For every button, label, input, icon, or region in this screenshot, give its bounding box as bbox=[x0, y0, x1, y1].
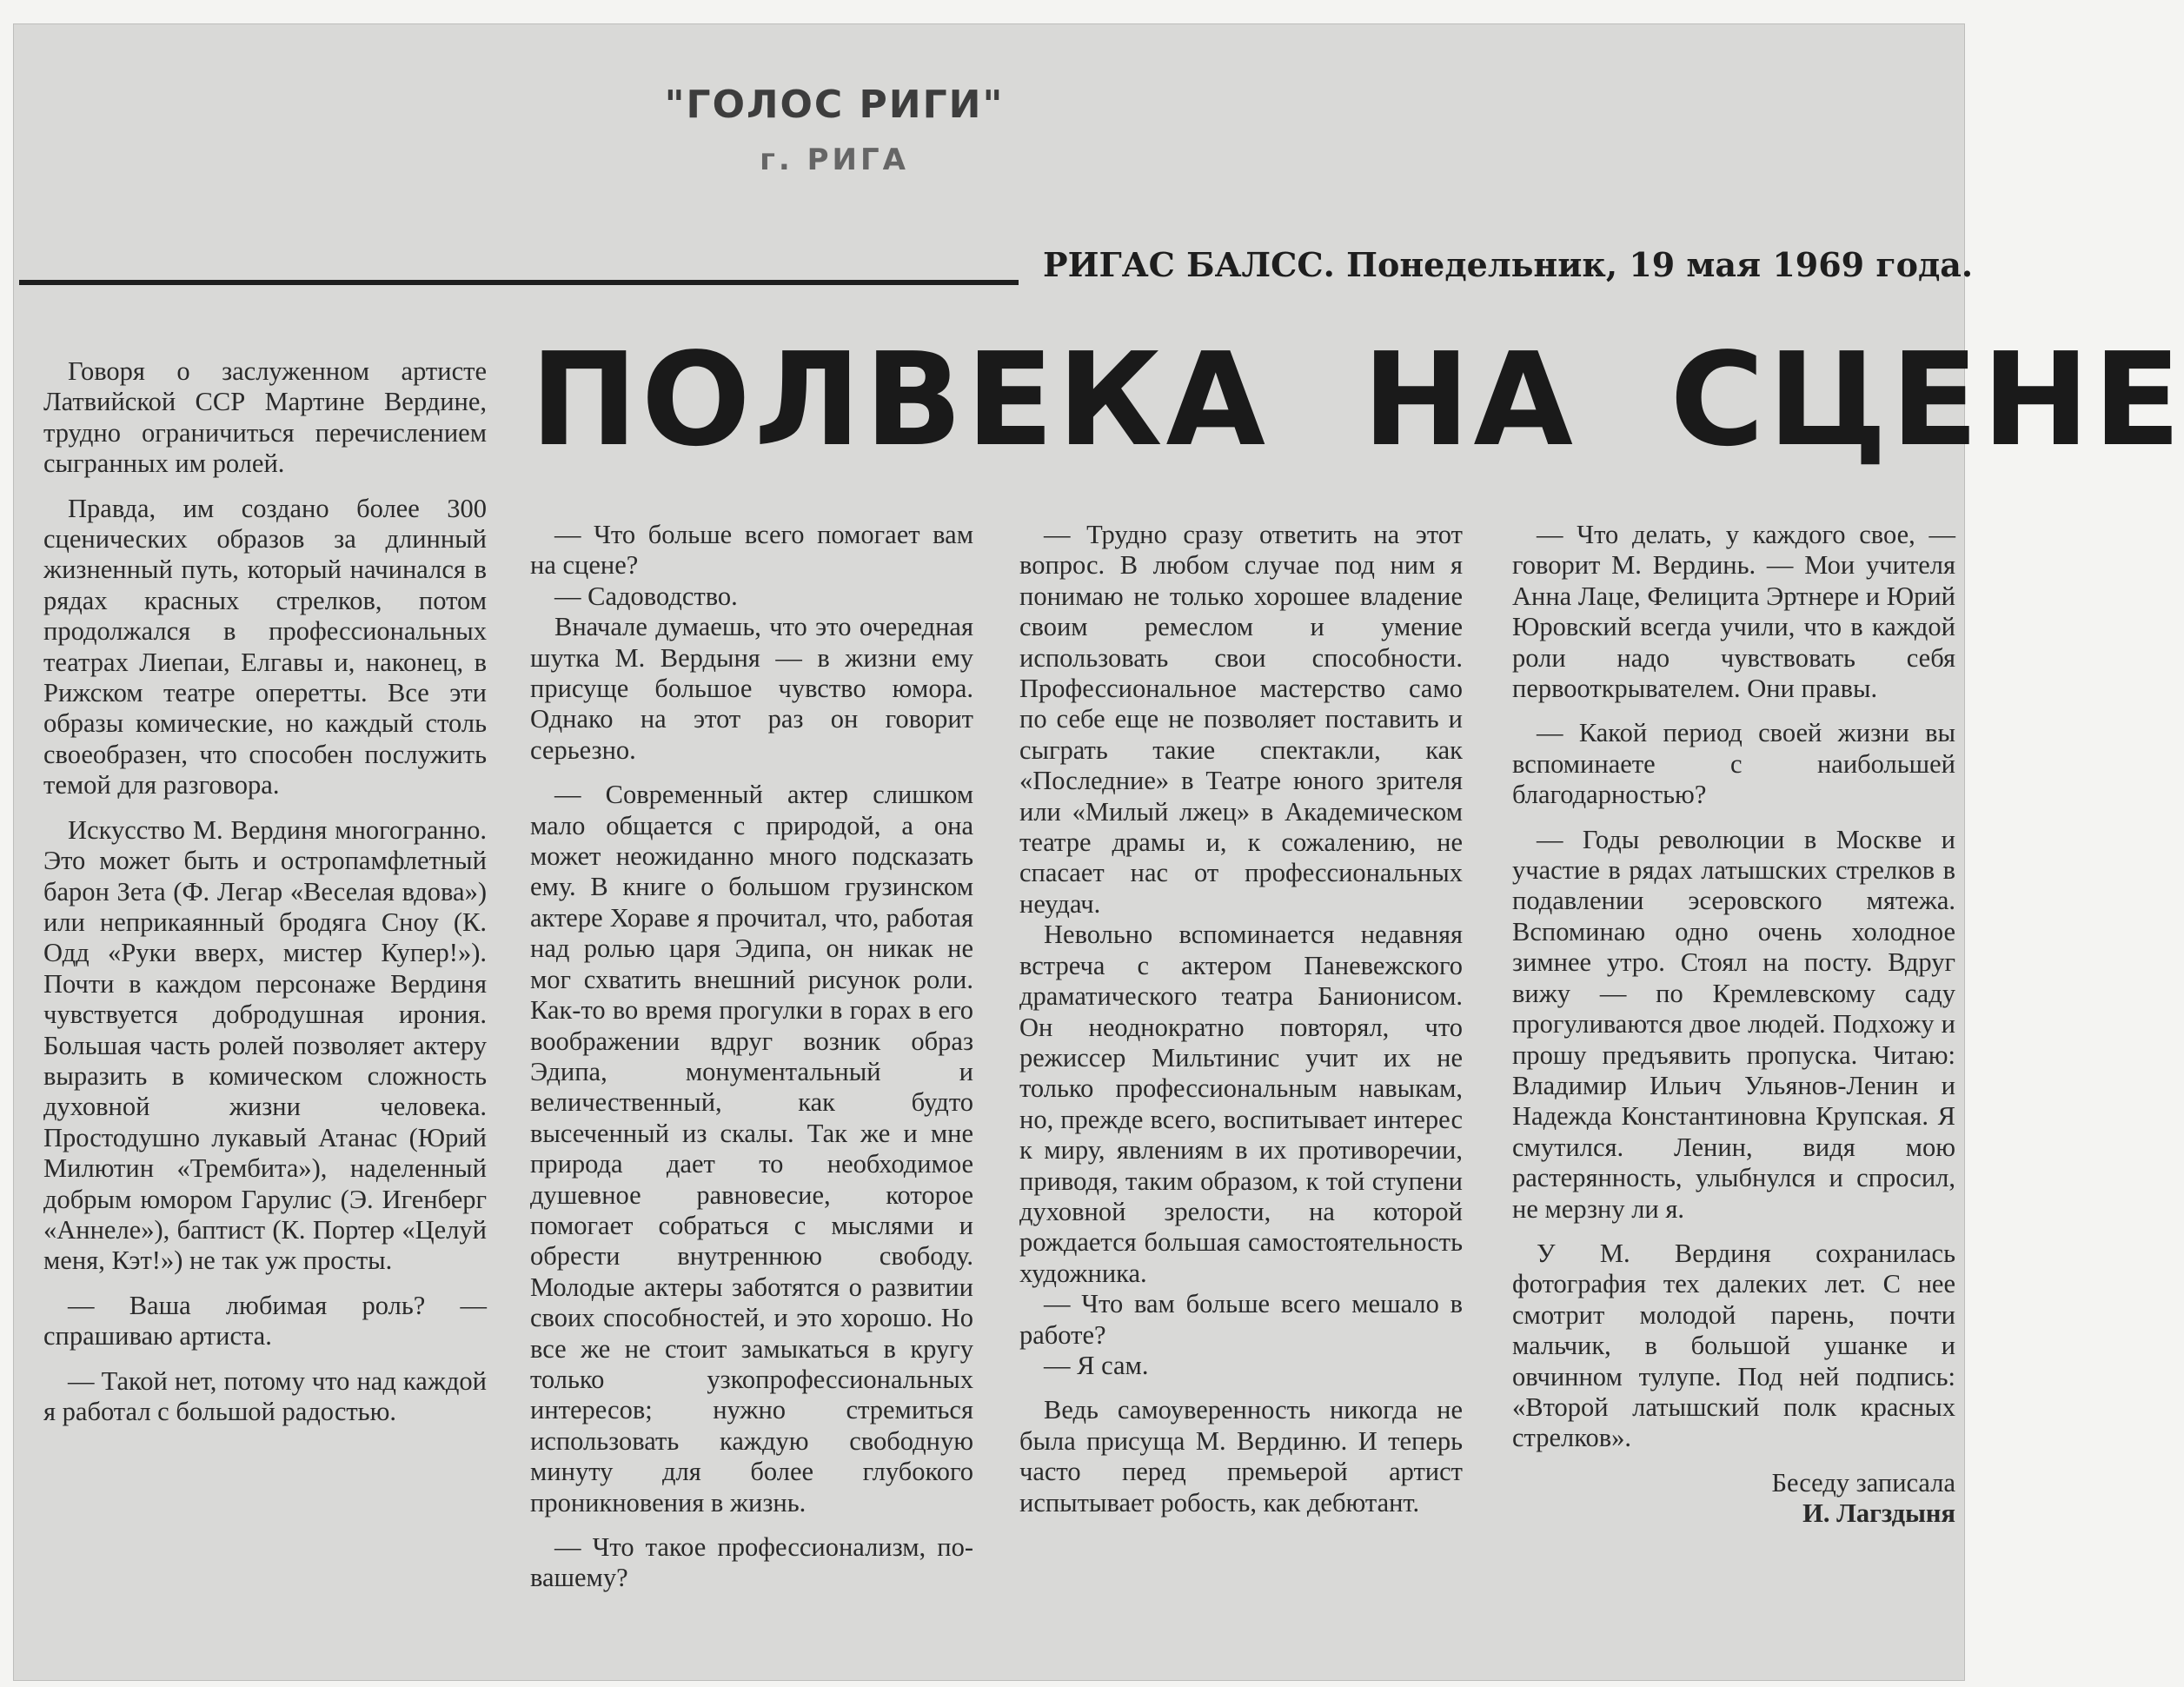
paragraph: — Я сам. bbox=[1044, 1350, 1149, 1380]
paragraph: — Что делать, у каждого свое, — говорит М. Вердинь. — Мои учителя Анна Лаце, Фелицита Эртнере и Юрий Юровский всегда учили, что в каждой роли надо чувствовать себя первооткрывателем. Они правы. bbox=[1512, 520, 1955, 704]
paragraph: — Что вам больше всего мешало в работе? bbox=[1019, 1289, 1463, 1350]
headline: ПОЛВЕКА НА СЦЕНЕ bbox=[530, 325, 2184, 475]
paragraph: — Какой период своей жизни вы вспоминаете с наибольшей благодарностью? bbox=[1512, 718, 1955, 810]
article-column-2 bbox=[530, 520, 973, 1608]
paragraph: Искусство М. Вердиня многогранно. Это может быть и остропамфлетный барон Зета (Ф. Легар «Веселая вдова») или неприкаянный бродяга Сноу (К. Одд «Руки вверх, мистер Купер!»). Почти в каждом персонаже Вердиня чувствуется добродушная ирония. Большая часть ролей позволяет актеру выразить в комическом сложность духовной жизни человека. Простодушно лукавый Атанас (Юрий Милютин «Трембита»), наделенный добрым юмором Гарулис (Э. Игенберг «Аннеле»), баптист (К. Портер «Целуй меня, Кэт!») не так уж просты. bbox=[43, 814, 487, 1276]
paragraph: — Садоводство. bbox=[554, 581, 738, 611]
byline-author: И. Лагздыня bbox=[1802, 1498, 1955, 1529]
paragraph: — Современный актер слишком мало общается с природой, а она может неожиданно много подсказать ему. В книге о большом грузинском актере Хораве я прочитал, что, работая над ролью царя Эдипа, он никак не мог схватить внешний рисунок роли. Как-то во время прогулки в горах в его воображении вдруг возник образ Эдипа, монументальный и величественный, как будто высеченный из скалы. Так же и мне природа дает то необходимое душевное равновесие, которое помогает собраться с мыслями и обрести внутреннюю свободу. Молодые актеры заботятся о развитии своих способностей, и это хорошо. Но все же не стоит замыкаться в кругу только узкопрофессиональных интересов; нужно стремиться использовать каждую свободную минуту для более глубокого проникновения в жизнь. bbox=[530, 780, 973, 1518]
paragraph: Правда, им создано более 300 сценических образов за длинный жизненный путь, который начинался в рядах красных стрелков, потом продолжался в профессиональных театрах Лиепаи, Елгавы и, наконец, в Рижском театре оперетты. Все эти образы комические, но каждый столь своеобразен, что способен послужить темой для разговора. bbox=[43, 493, 487, 800]
dateline: РИГАС БАЛСС. Понедельник, 19 мая 1969 года. bbox=[1043, 245, 1974, 284]
paragraph: Вначале думаешь, что это очередная шутка М. Вердыня — в жизни ему присуще большое чувство юмора. Однако на этот раз он говорит серьезно. bbox=[530, 612, 973, 765]
article-column-1 bbox=[43, 356, 487, 1441]
paragraph: У М. Вердиня сохранилась фотография тех далеких лет. С нее смотрит молодой парень, почти мальчик, в большой ушанке и овчинном тулупе. Под ней подпись: «Второй латышский полк красных стрелков». bbox=[1512, 1238, 1955, 1453]
stamp-city: г. РИГА bbox=[760, 143, 909, 177]
publisher-stamp bbox=[652, 83, 1017, 177]
paragraph: Говоря о заслуженном артисте Латвийской ССР Мартине Вердине, трудно ограничиться перечислением сыгранных им ролей. bbox=[43, 356, 487, 479]
paragraph: — Что такое профессионализм, по-вашему? bbox=[530, 1532, 973, 1593]
header-rule bbox=[19, 280, 1019, 285]
byline bbox=[1512, 1468, 1955, 1530]
paragraph: — Такой нет, потому что над каждой я работал с большой радостью. bbox=[43, 1365, 487, 1426]
paragraph: — Трудно сразу ответить на этот вопрос. В любом случае под ним я понимаю не только хорошее владение своим ремеслом и умение использовать свои способности. Профессиональное мастерство само по себе еще не позволяет поставить и сыграть такие спектакли, как «Последние» в Театре юного зрителя или «Милый лжец» в Академическом театре драмы и, к сожалению, не спасает нас от профессиональных неудач. bbox=[1019, 520, 1463, 919]
article-column-4 bbox=[1512, 520, 1955, 1530]
paragraph: Невольно вспоминается недавняя встреча с актером Паневежского драматического театра Банионисом. Он неоднократно повторял, что режиссер Мильтинис учит их не только профессиональным навыкам, но, прежде всего, воспитывает интерес к миру, явлениям в их противоречии, приводя, таким образом, к той ступени духовной зрелости, на которой рождается большая самостоятельность художника. bbox=[1019, 920, 1463, 1288]
byline-label: Беседу записала bbox=[1771, 1467, 1955, 1498]
paragraph: — Что больше всего помогает вам на сцене? bbox=[530, 520, 973, 581]
article-column-3 bbox=[1019, 520, 1463, 1532]
paragraph: — Годы революции в Москве и участие в рядах латышских стрелков в подавлении эсеровского мятежа. Вспоминаю одно очень холодное зимнее утро. Стоял на посту. Вдруг вижу — по Кремлевскому саду прогуливаются двое людей. Подхожу и прошу предъявить пропуска. Читаю: Владимир Ильич Ульянов-Ленин и Надежда Константиновна Крупская. Я смутился. Ленин, видя мою растерянность, улыбнулся и спросил, не мерзну ли я. bbox=[1512, 824, 1955, 1224]
paragraph: Ведь самоуверенность никогда не была присуща М. Вердиню. И теперь часто перед премьерой артист испытывает робость, как дебютант. bbox=[1019, 1395, 1463, 1518]
stamp-title: "ГОЛОС РИГИ" bbox=[664, 83, 1005, 127]
paragraph: — Ваша любимая роль? — спрашиваю артиста. bbox=[43, 1290, 487, 1352]
